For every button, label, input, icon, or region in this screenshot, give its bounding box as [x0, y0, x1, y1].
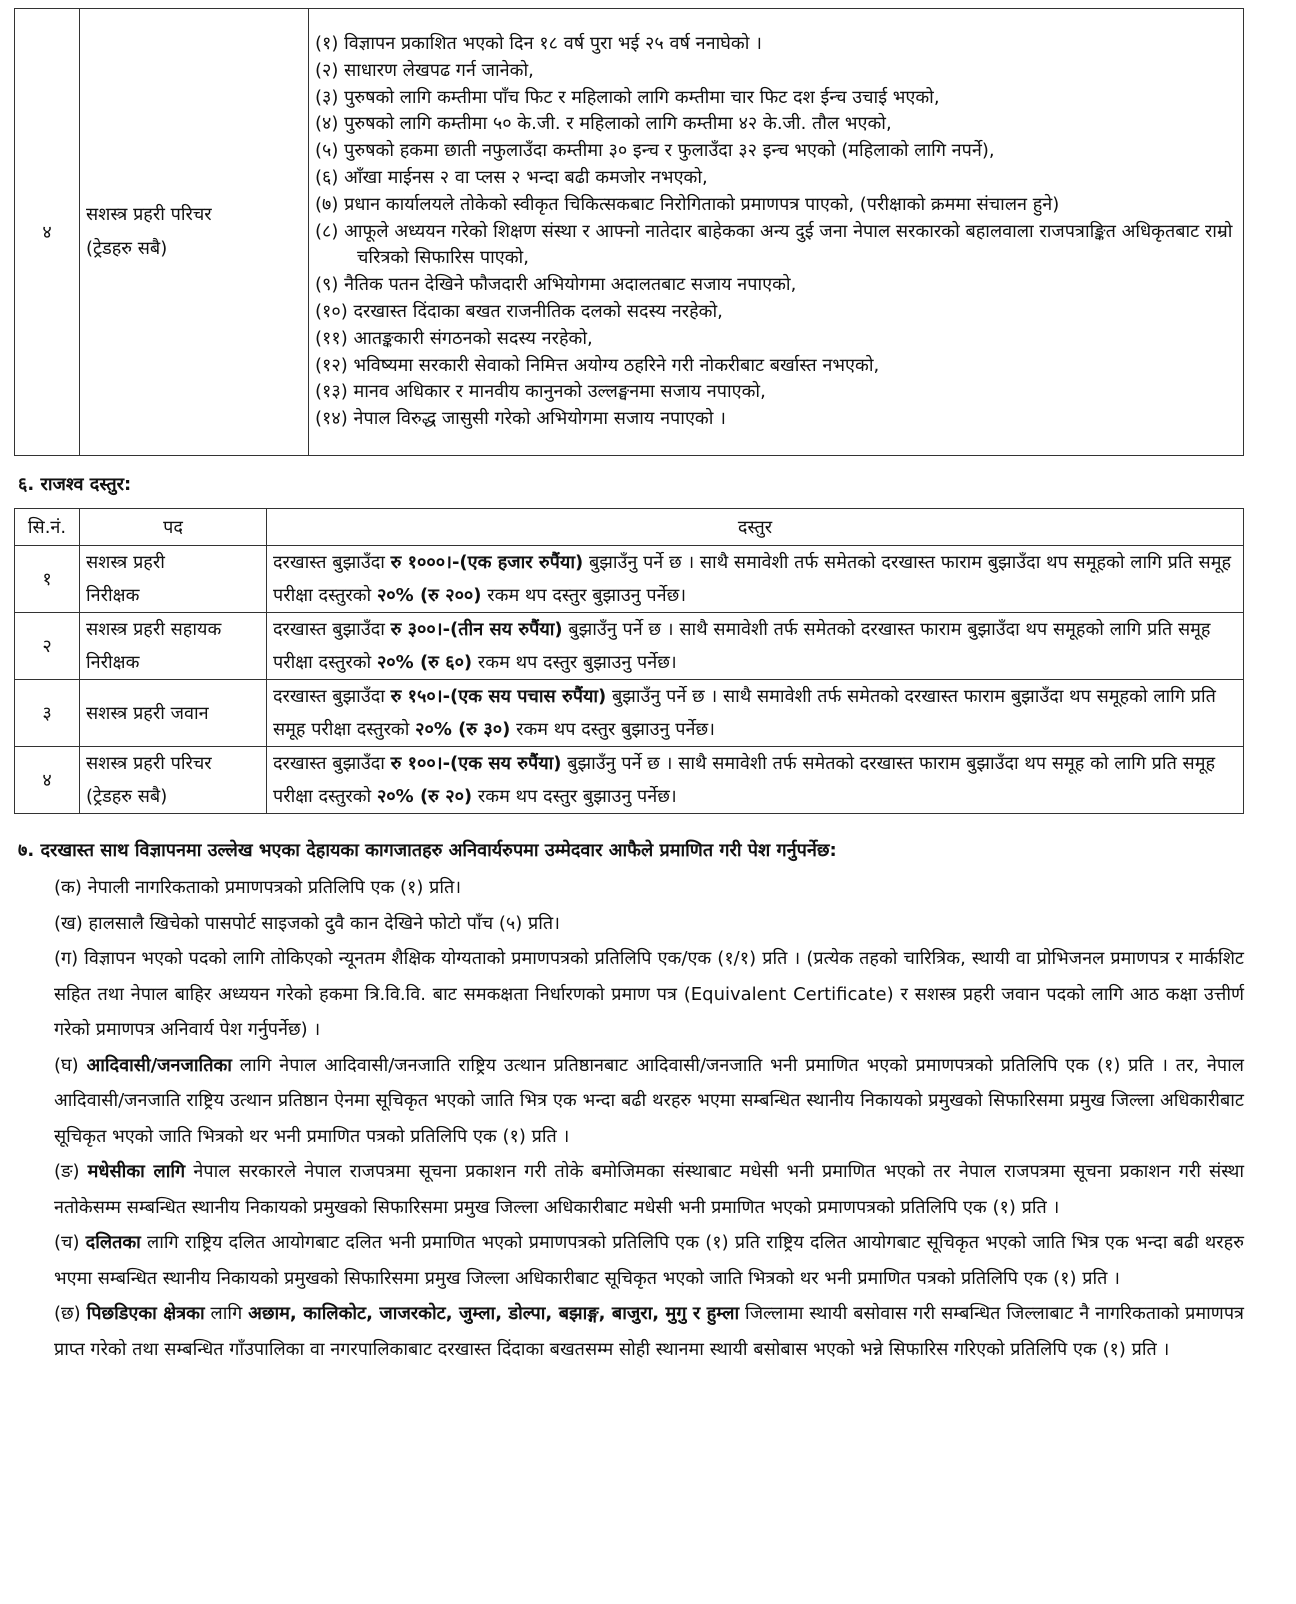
fee-description — [267, 546, 1244, 613]
item-marker: (घ) — [54, 1054, 87, 1076]
district-list: अछाम, कालिकोट, जाजरकोट, जुम्ला, डोल्पा, बझाङ्ग, बाजुरा, मुगु र हुम्ला — [248, 1303, 740, 1324]
fee-description — [267, 747, 1244, 814]
item-marker: (क) — [54, 877, 88, 898]
text: दरखास्त बुझाउँदा — [273, 753, 391, 774]
post-name — [80, 613, 267, 680]
table-row — [15, 747, 1244, 814]
table-row — [15, 9, 1244, 456]
document-item — [54, 1154, 1244, 1225]
fee-description — [267, 680, 1244, 747]
item-marker: (ग) — [54, 948, 85, 969]
post-line: (ट्रेडहरु सबै) — [86, 786, 168, 807]
document-item — [54, 1048, 1244, 1155]
list-item: (१२) भविष्यमा सरकारी सेवाको निमित्त अयोग्य ठहरिने गरी नोकरीबाट बर्खास्त नभएको, — [315, 354, 880, 376]
extra-fee: २०% (रु ६०) — [376, 652, 473, 673]
table-row — [15, 680, 1244, 747]
item-bold: आदिवासी/जनजातिका — [86, 1054, 232, 1076]
list-item: (८) आफूले अध्ययन गरेको शिक्षण संस्था र आफ्नो नातेदार बाहेकका अन्य दुई जना नेपाल सरकारको बहालवाला राजपत्राङ्कित अधिकृतबाट राम्रो चरित्रको सिफारिस पाएको, — [315, 220, 1233, 269]
post-name — [80, 680, 267, 747]
requirements-list — [315, 27, 1237, 437]
item-marker: (च) — [54, 1232, 86, 1253]
table-header-row — [15, 509, 1244, 546]
serial-number: १ — [15, 546, 80, 613]
list-item: (१४) नेपाल विरुद्ध जासुसी गरेको अभियोगमा सजाय नपाएको । — [315, 408, 726, 430]
text: रकम थप दस्तुर बुझाउनु पर्नेछ। — [472, 786, 677, 807]
item-text: नेपाली नागरिकताको प्रमाणपत्रको प्रतिलिपि एक (१) प्रति। — [87, 877, 462, 898]
column-header: पद — [80, 509, 267, 546]
post-line: सशस्त्र प्रहरी जवान — [86, 702, 209, 724]
text: रकम थप दस्तुर बुझाउनु पर्नेछ। — [472, 652, 677, 673]
text: रकम थप दस्तुर बुझाउनु पर्नेछ। — [510, 719, 715, 740]
text: रकम थप दस्तुर बुझाउनु पर्नेछ। — [481, 585, 687, 606]
list-item: (९) नैतिक पतन देखिने फौजदारी अभियोगमा अदालतबाट सजाय नपाएको, — [315, 274, 797, 296]
list-item: (३) पुरुषको लागि कम्तीमा पाँच फिट र महिलाको लागि कम्तीमा चार फिट दश ईन्च उचाई भएको, — [315, 86, 940, 108]
document-item — [54, 870, 1244, 906]
text: दरखास्त बुझाउँदा — [273, 686, 391, 707]
post-line: निरीक्षक — [86, 652, 140, 673]
item-text: लागि — [204, 1303, 249, 1324]
item-text: लागि राष्ट्रिय दलित आयोगबाट दलित भनी प्रमाणित भएको प्रमाणपत्रको प्रतिलिपि एक (१) प्रति राष्ट्रिय दलित आयोगबाट सूचिकृत भएको जाति भित्र एक भन्दा बढी थरहरु भएमा सम्बन्धित स्थानीय निकायको प्रमुखको सिफारिसमा प्रमुख जिल्ला अधिकारीबाट सूचिकृत भएको जाति भित्रको थर भनी प्रमाणित पत्रको प्रतिलिपि एक (१) प्रति । — [54, 1232, 1244, 1289]
item-text: जिल्लामा स्थायी बसोवास गरी सम्बन्धित जिल्लाबाट नै नागरिकताको प्रमाणपत्र प्राप्त गरेको तथा सम्बन्धित गाँउपालिका वा नगरपालिकाबाट दरखास्त दिंदाका बखतसम्म सोही स्थानमा स्थायी बसोबास भएको भन्ने सिफारिस गरिएको प्रतिलिपि एक (१) प्रति । — [54, 1303, 1244, 1360]
eligibility-table — [14, 8, 1244, 456]
extra-fee: २०% (रु २००) — [376, 585, 482, 606]
item-text: लागि नेपाल आदिवासी/जनजाति राष्ट्रिय उत्थान प्रतिष्ठानबाट आदिवासी/जनजाति भनी प्रमाणित भएको प्रमाणपत्रको प्रतिलिपि एक (१) प्रति । तर, नेपाल आदिवासी/जनजाति राष्ट्रिय उत्थान प्रतिष्ठान ऐनमा सूचिकृत भएको जाति भित्र एक भन्दा बढी थरहरु भएमा सम्बन्धित स्थानीय निकायको प्रमुखको सिफारिसमा प्रमुख जिल्ला अधिकारीबाट सूचिकृत भएको जाति भित्रको थर भनी प्रमाणित पत्रको प्रतिलिपि एक (१) प्रति । — [54, 1054, 1245, 1147]
text: बुझाउँनु पर्ने छ । साथै समावेशी तर्फ समेतको दरखास्त फाराम बुझाउँदा थप समूह को लागि प्रति समूह परीक्षा दस्तुरको — [273, 753, 1216, 807]
item-text: नेपाल सरकारले नेपाल राजपत्रमा सूचना प्रकाशन गरी तोके बमोजिमका संस्थाबाट मधेसी भनी प्रमाणित भएको तर नेपाल राजपत्रमा सूचना प्रकाशन गरी संस्था नतोकेसम्म सम्बन्धित स्थानीय निकायको प्रमुखको सिफारिसमा प्रमुख जिल्ला अधिकारीबाट मधेसी भनी प्रमाणित भएको प्रमाणपत्रको प्रतिलिपि एक (१) प्रति । — [54, 1161, 1245, 1218]
post-line: (ट्रेडहरु सबै) — [86, 238, 168, 259]
fee-amount: रु ३००।-(तीन सय रुपैंया) — [390, 619, 563, 640]
item-marker: (ख) — [54, 912, 89, 934]
item-text: हालसालै खिचेको पासपोर्ट साइजको दुवै कान देखिने फोटो पाँच (५) प्रति। — [88, 912, 560, 934]
fee-table — [14, 508, 1244, 814]
item-marker: (ङ) — [54, 1161, 88, 1182]
extra-fee: २०% (रु ३०) — [415, 719, 511, 740]
serial-number: ३ — [15, 680, 80, 747]
list-item: (५) पुरुषको हकमा छाती नफुलाउँदा कम्तीमा ३० इन्च र फुलाउँदा ३२ इन्च भएको (महिलाको लागि नपर्ने), — [315, 140, 995, 162]
text: दरखास्त बुझाउँदा — [273, 619, 391, 640]
serial-number: ४ — [15, 747, 80, 814]
item-bold: दलितका — [85, 1232, 141, 1253]
serial-number: २ — [15, 613, 80, 680]
text: बुझाउँनु पर्ने छ । साथै समावेशी तर्फ समेतको दरखास्त फाराम बुझाउँदा थप समूहको लागि प्रति समूह परीक्षा दस्तुरको — [273, 619, 1211, 673]
item-bold: मधेसीका लागि — [87, 1161, 186, 1182]
list-item: (४) पुरुषको लागि कम्तीमा ५० के.जी. र महिलाको लागि कम्तीमा ४२ के.जी. तौल भएको, — [315, 113, 892, 135]
fee-amount: रु १००।-(एक सय रुपैंया) — [390, 753, 562, 774]
list-item: (१०) दरखास्त दिंदाका बखत राजनीतिक दलको सदस्य नरहेको, — [315, 300, 723, 322]
list-item: (१३) मानव अधिकार र मानवीय कानुनको उल्लङ्घनमा सजाय नपाएको, — [315, 381, 766, 403]
post-line: सशस्त्र प्रहरी परिचर — [86, 753, 212, 774]
post-line: सशस्त्र प्रहरी सहायक — [86, 619, 222, 640]
list-item: (१) विज्ञापन प्रकाशित भएको दिन १८ वर्ष पुरा भई २५ वर्ष ननाघेको । — [315, 33, 762, 55]
item-bold: पिछडिएका क्षेत्रका — [86, 1303, 205, 1324]
requirements-cell — [309, 9, 1244, 456]
section-7-heading: ७. दरखास्त साथ विज्ञापनमा उल्लेख भएका देहायका कागजातहरु अनिवार्यरुपमा उम्मेदवार आफैले प्रमाणित गरी पेश गर्नुपर्नेछ: — [18, 840, 837, 861]
table-row — [15, 546, 1244, 613]
serial-number: ४ — [15, 9, 80, 456]
list-item: (७) प्रधान कार्यालयले तोकेको स्वीकृत चिकित्सकबाट निरोगिताको प्रमाणपत्र पाएको, (परीक्षाको क्रममा संचालन हुने) — [315, 193, 1060, 215]
document-item — [54, 941, 1244, 1048]
column-header: सि.नं. — [15, 509, 80, 546]
table-row — [15, 613, 1244, 680]
section-6-heading: ६. राजश्व दस्तुर: — [18, 474, 132, 495]
post-line: सशस्त्र प्रहरी परिचर — [86, 204, 212, 225]
post-name — [80, 546, 267, 613]
documents-list — [54, 870, 1244, 1367]
document-item — [54, 1296, 1244, 1367]
document-item — [54, 906, 1244, 942]
extra-fee: २०% (रु २०) — [376, 786, 473, 807]
item-text: विज्ञापन भएको पदको लागि तोकिएको न्यूनतम शैक्षिक योग्यताको प्रमाणपत्रको प्रतिलिपि एक/एक (१/१) प्रति । (प्रत्येक तहको चारित्रिक, स्थायी वा प्रोभिजनल प्रमाणपत्र र मार्कशिट सहित तथा नेपाल बाहिर अध्ययन गरेको हकमा त्रि.वि.वि. बाट समकक्षता निर्धारणको प्रमाण पत्र (Equivalent Certificate) र सशस्त्र प्रहरी जवान पदको लागि आठ कक्षा उत्तीर्ण गरेको प्रमाणपत्र अनिवार्य पेश गर्नुपर्नेछ) । — [54, 948, 1245, 1040]
post-line: सशस्त्र प्रहरी — [86, 552, 165, 573]
fee-amount: रु १०००।-(एक हजार रुपैंया) — [390, 552, 584, 573]
text: बुझाउँनु पर्ने छ । साथै समावेशी तर्फ समेतको दरखास्त फाराम बुझाउँदा थप समूहको लागि प्रति समूह परीक्षा दस्तुरको — [273, 686, 1216, 740]
list-item: (६) आँखा माईनस २ वा प्लस २ भन्दा बढी कमजोर नभएको, — [315, 167, 708, 188]
column-header: दस्तुर — [267, 509, 1244, 546]
post-line: निरीक्षक — [86, 585, 140, 606]
fee-description — [267, 613, 1244, 680]
post-name — [80, 747, 267, 814]
fee-amount: रु १५०।-(एक सय पचास रुपैंया) — [390, 686, 607, 707]
item-marker: (छ) — [54, 1303, 87, 1324]
text: दरखास्त बुझाउँदा — [273, 552, 391, 573]
document-item — [54, 1225, 1244, 1296]
text: बुझाउँनु पर्ने छ । साथै समावेशी तर्फ समेतको दरखास्त फाराम बुझाउँदा थप समूहको लागि प्रति समूह परीक्षा दस्तुरको — [273, 552, 1232, 606]
list-item: (११) आतङ्ककारी संगठनको सदस्य नरहेको, — [315, 327, 593, 349]
list-item: (२) साधारण लेखपढ गर्न जानेको, — [315, 59, 534, 81]
post-name — [80, 9, 309, 456]
